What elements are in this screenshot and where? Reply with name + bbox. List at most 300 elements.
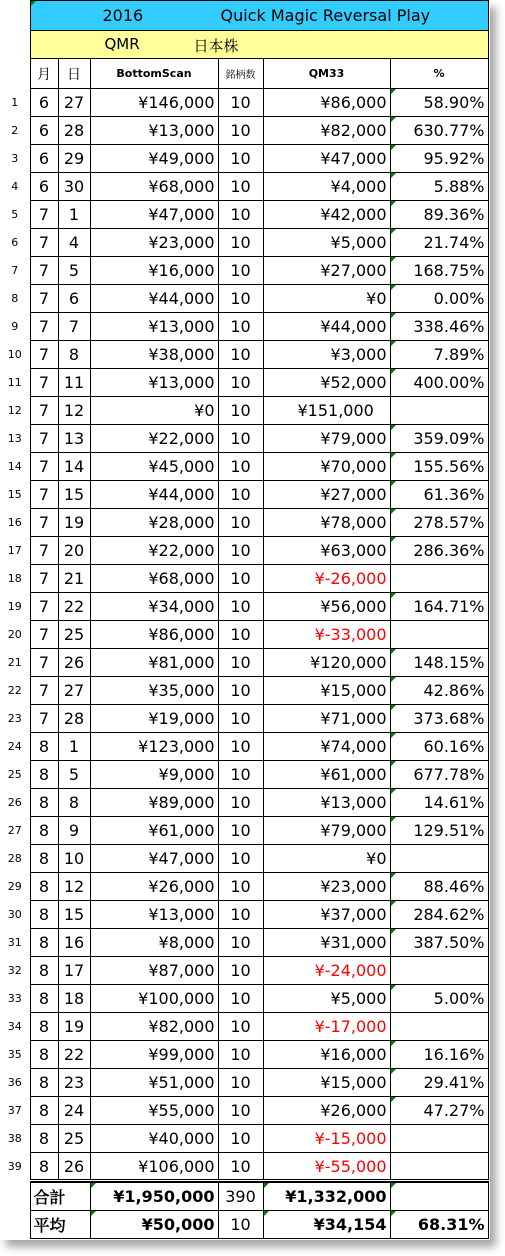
qm33-cell[interactable]: ¥4,000 bbox=[263, 173, 390, 201]
bottomscan-cell[interactable]: ¥13,000 bbox=[90, 901, 218, 929]
bottomscan-cell[interactable]: ¥44,000 bbox=[90, 285, 218, 313]
percent-cell[interactable]: 284.62% bbox=[390, 901, 488, 929]
row-number: 38 bbox=[0, 1125, 30, 1153]
qm33-cell[interactable]: ¥26,000 bbox=[263, 1097, 390, 1125]
table-row bbox=[0, 117, 488, 145]
avg-bottomscan[interactable]: ¥50,000 bbox=[90, 1211, 218, 1239]
day-cell[interactable]: 22 bbox=[58, 593, 90, 621]
qm33-cell[interactable]: ¥27,000 bbox=[263, 481, 390, 509]
count-cell[interactable]: 10 bbox=[218, 761, 263, 789]
qm33-cell[interactable]: ¥16,000 bbox=[263, 1041, 390, 1069]
day-cell[interactable]: 24 bbox=[58, 1097, 90, 1125]
day-cell[interactable]: 19 bbox=[58, 509, 90, 537]
percent-cell[interactable]: 88.46% bbox=[390, 873, 488, 901]
percent-cell[interactable] bbox=[390, 845, 488, 873]
count-cell[interactable]: 10 bbox=[218, 1013, 263, 1041]
month-cell[interactable]: 7 bbox=[30, 621, 58, 649]
qm33-cell[interactable]: ¥27,000 bbox=[263, 257, 390, 285]
day-cell[interactable]: 1 bbox=[58, 733, 90, 761]
day-cell[interactable]: 18 bbox=[58, 985, 90, 1013]
percent-cell[interactable] bbox=[390, 397, 488, 425]
col-header-day[interactable]: 日 bbox=[58, 59, 90, 89]
count-cell[interactable]: 10 bbox=[218, 397, 263, 425]
count-cell[interactable]: 10 bbox=[218, 929, 263, 957]
row-number: 11 bbox=[0, 369, 30, 397]
count-cell[interactable]: 10 bbox=[218, 1125, 263, 1153]
table-row bbox=[0, 901, 488, 929]
qm33-cell[interactable]: ¥-26,000 bbox=[263, 565, 390, 593]
qm33-cell[interactable]: ¥44,000 bbox=[263, 313, 390, 341]
percent-cell[interactable]: 16.16% bbox=[390, 1041, 488, 1069]
bottomscan-cell[interactable]: ¥100,000 bbox=[90, 985, 218, 1013]
bottomscan-cell[interactable]: ¥81,000 bbox=[90, 649, 218, 677]
row-number: 2 bbox=[0, 117, 30, 145]
count-cell[interactable]: 10 bbox=[218, 789, 263, 817]
percent-cell[interactable]: 359.09% bbox=[390, 425, 488, 453]
count-cell[interactable]: 10 bbox=[218, 89, 263, 117]
count-cell[interactable]: 10 bbox=[218, 733, 263, 761]
qm33-cell[interactable]: ¥13,000 bbox=[263, 789, 390, 817]
day-cell[interactable]: 25 bbox=[58, 621, 90, 649]
day-cell[interactable]: 6 bbox=[58, 285, 90, 313]
bottomscan-cell[interactable]: ¥28,000 bbox=[90, 509, 218, 537]
day-cell[interactable]: 23 bbox=[58, 1069, 90, 1097]
month-cell[interactable]: 6 bbox=[30, 145, 58, 173]
col-header-month[interactable]: 月 bbox=[30, 59, 58, 89]
month-cell[interactable]: 7 bbox=[30, 649, 58, 677]
count-cell[interactable]: 10 bbox=[218, 257, 263, 285]
row-number: 3 bbox=[0, 145, 30, 173]
table-row bbox=[0, 425, 488, 453]
qm33-cell[interactable]: ¥-55,000 bbox=[263, 1153, 390, 1181]
count-cell[interactable]: 10 bbox=[218, 1069, 263, 1097]
month-cell[interactable]: 8 bbox=[30, 1153, 58, 1181]
month-cell[interactable]: 6 bbox=[30, 117, 58, 145]
month-cell[interactable]: 7 bbox=[30, 453, 58, 481]
sum-percent[interactable] bbox=[390, 1183, 488, 1211]
row-number: 8 bbox=[0, 285, 30, 313]
table-row bbox=[0, 565, 488, 593]
bottomscan-cell[interactable]: ¥49,000 bbox=[90, 145, 218, 173]
month-cell[interactable]: 8 bbox=[30, 1013, 58, 1041]
day-cell[interactable]: 12 bbox=[58, 873, 90, 901]
percent-cell[interactable]: 129.51% bbox=[390, 817, 488, 845]
row-number: 6 bbox=[0, 229, 30, 257]
percent-cell[interactable] bbox=[390, 565, 488, 593]
qm33-cell[interactable]: ¥52,000 bbox=[263, 369, 390, 397]
percent-cell[interactable]: 164.71% bbox=[390, 593, 488, 621]
qm33-cell[interactable]: ¥31,000 bbox=[263, 929, 390, 957]
day-cell[interactable]: 8 bbox=[58, 789, 90, 817]
month-cell[interactable]: 7 bbox=[30, 677, 58, 705]
qm33-cell[interactable]: ¥70,000 bbox=[263, 453, 390, 481]
qm33-cell[interactable]: ¥79,000 bbox=[263, 817, 390, 845]
month-cell[interactable]: 7 bbox=[30, 257, 58, 285]
percent-cell[interactable]: 29.41% bbox=[390, 1069, 488, 1097]
row-number: 31 bbox=[0, 929, 30, 957]
day-cell[interactable]: 14 bbox=[58, 453, 90, 481]
percent-cell[interactable]: 148.15% bbox=[390, 649, 488, 677]
count-cell[interactable]: 10 bbox=[218, 705, 263, 733]
percent-cell[interactable]: 373.68% bbox=[390, 705, 488, 733]
table-row bbox=[0, 1125, 488, 1153]
day-cell[interactable]: 12 bbox=[58, 397, 90, 425]
bottomscan-cell[interactable]: ¥99,000 bbox=[90, 1041, 218, 1069]
subtitle-qmr: QMR bbox=[104, 35, 140, 53]
average-row bbox=[0, 1211, 488, 1239]
month-cell[interactable]: 8 bbox=[30, 1041, 58, 1069]
day-cell[interactable]: 9 bbox=[58, 817, 90, 845]
count-cell[interactable]: 10 bbox=[218, 117, 263, 145]
bottomscan-cell[interactable]: ¥8,000 bbox=[90, 929, 218, 957]
count-cell[interactable]: 10 bbox=[218, 677, 263, 705]
day-cell[interactable]: 7 bbox=[58, 313, 90, 341]
qm33-cell[interactable]: ¥71,000 bbox=[263, 705, 390, 733]
row-number: 10 bbox=[0, 341, 30, 369]
percent-cell[interactable]: 338.46% bbox=[390, 313, 488, 341]
month-cell[interactable]: 7 bbox=[30, 397, 58, 425]
bottomscan-cell[interactable]: ¥123,000 bbox=[90, 733, 218, 761]
percent-cell[interactable]: 5.88% bbox=[390, 173, 488, 201]
count-cell[interactable]: 10 bbox=[218, 873, 263, 901]
month-cell[interactable]: 6 bbox=[30, 89, 58, 117]
month-cell[interactable]: 8 bbox=[30, 1097, 58, 1125]
qm33-cell[interactable]: ¥78,000 bbox=[263, 509, 390, 537]
count-cell[interactable]: 10 bbox=[218, 537, 263, 565]
bottomscan-cell[interactable]: ¥38,000 bbox=[90, 341, 218, 369]
month-cell[interactable]: 8 bbox=[30, 929, 58, 957]
month-cell[interactable]: 7 bbox=[30, 229, 58, 257]
table-row bbox=[0, 313, 488, 341]
qm33-cell[interactable]: ¥5,000 bbox=[263, 985, 390, 1013]
bottomscan-cell[interactable]: ¥26,000 bbox=[90, 873, 218, 901]
day-cell[interactable]: 8 bbox=[58, 341, 90, 369]
row-number: 28 bbox=[0, 845, 30, 873]
qm33-cell[interactable]: ¥15,000 bbox=[263, 1069, 390, 1097]
day-cell[interactable]: 17 bbox=[58, 957, 90, 985]
month-cell[interactable]: 7 bbox=[30, 285, 58, 313]
row-number: 18 bbox=[0, 565, 30, 593]
table-row bbox=[0, 285, 488, 313]
table-row bbox=[0, 481, 488, 509]
percent-cell[interactable]: 60.16% bbox=[390, 733, 488, 761]
sum-bottomscan[interactable]: ¥1,950,000 bbox=[90, 1183, 218, 1211]
count-cell[interactable]: 10 bbox=[218, 817, 263, 845]
day-cell[interactable]: 27 bbox=[58, 677, 90, 705]
percent-cell[interactable] bbox=[390, 1013, 488, 1041]
day-cell[interactable]: 10 bbox=[58, 845, 90, 873]
bottomscan-cell[interactable]: ¥47,000 bbox=[90, 845, 218, 873]
day-cell[interactable]: 19 bbox=[58, 1013, 90, 1041]
col-header-qm33[interactable]: QM33 bbox=[263, 59, 390, 89]
qm33-cell[interactable]: ¥-17,000 bbox=[263, 1013, 390, 1041]
row-number: 23 bbox=[0, 705, 30, 733]
qm33-cell[interactable]: ¥0 bbox=[263, 285, 390, 313]
bottomscan-cell[interactable]: ¥34,000 bbox=[90, 593, 218, 621]
percent-cell[interactable]: 47.27% bbox=[390, 1097, 488, 1125]
qm33-cell[interactable]: ¥0 bbox=[263, 845, 390, 873]
month-cell[interactable]: 8 bbox=[30, 789, 58, 817]
avg-percent[interactable]: 68.31% bbox=[390, 1211, 488, 1239]
bottomscan-cell[interactable]: ¥13,000 bbox=[90, 117, 218, 145]
bottomscan-cell[interactable]: ¥51,000 bbox=[90, 1069, 218, 1097]
day-cell[interactable]: 11 bbox=[58, 369, 90, 397]
table-row bbox=[0, 677, 488, 705]
month-cell[interactable]: 7 bbox=[30, 537, 58, 565]
percent-cell[interactable] bbox=[390, 1153, 488, 1181]
row-number: 25 bbox=[0, 761, 30, 789]
percent-cell[interactable]: 7.89% bbox=[390, 341, 488, 369]
bottomscan-cell[interactable]: ¥89,000 bbox=[90, 789, 218, 817]
bottomscan-cell[interactable]: ¥55,000 bbox=[90, 1097, 218, 1125]
day-cell[interactable]: 26 bbox=[58, 649, 90, 677]
qm33-cell[interactable]: ¥151,000 bbox=[263, 397, 390, 425]
subtitle-cell[interactable] bbox=[30, 31, 488, 59]
bottomscan-cell[interactable]: ¥40,000 bbox=[90, 1125, 218, 1153]
avg-label[interactable]: 平均 bbox=[30, 1211, 90, 1239]
percent-cell[interactable]: 400.00% bbox=[390, 369, 488, 397]
count-cell[interactable]: 10 bbox=[218, 593, 263, 621]
percent-cell[interactable]: 677.78% bbox=[390, 761, 488, 789]
month-cell[interactable]: 7 bbox=[30, 705, 58, 733]
bottomscan-cell[interactable]: ¥106,000 bbox=[90, 1153, 218, 1181]
table-row bbox=[0, 537, 488, 565]
count-cell[interactable]: 10 bbox=[218, 1041, 263, 1069]
month-cell[interactable]: 8 bbox=[30, 845, 58, 873]
bottomscan-cell[interactable]: ¥47,000 bbox=[90, 201, 218, 229]
day-cell[interactable]: 16 bbox=[58, 929, 90, 957]
day-cell[interactable]: 27 bbox=[58, 89, 90, 117]
table-row bbox=[0, 957, 488, 985]
row-number: 12 bbox=[0, 397, 30, 425]
subtitle-market: 日本株 bbox=[193, 37, 239, 55]
count-cell[interactable]: 10 bbox=[218, 145, 263, 173]
count-cell[interactable]: 10 bbox=[218, 565, 263, 593]
month-cell[interactable]: 8 bbox=[30, 1125, 58, 1153]
table-row bbox=[0, 985, 488, 1013]
bottomscan-cell[interactable]: ¥22,000 bbox=[90, 425, 218, 453]
qm33-cell[interactable]: ¥3,000 bbox=[263, 341, 390, 369]
table-row bbox=[0, 201, 488, 229]
count-cell[interactable]: 10 bbox=[218, 285, 263, 313]
bottomscan-cell[interactable]: ¥0 bbox=[90, 397, 218, 425]
row-number: 35 bbox=[0, 1041, 30, 1069]
day-cell[interactable]: 30 bbox=[58, 173, 90, 201]
bottomscan-cell[interactable]: ¥68,000 bbox=[90, 565, 218, 593]
qm33-cell[interactable]: ¥37,000 bbox=[263, 901, 390, 929]
month-cell[interactable]: 8 bbox=[30, 1069, 58, 1097]
bottomscan-cell[interactable]: ¥82,000 bbox=[90, 1013, 218, 1041]
col-header-bottomscan[interactable]: BottomScan bbox=[90, 59, 218, 89]
month-cell[interactable]: 8 bbox=[30, 985, 58, 1013]
count-cell[interactable]: 10 bbox=[218, 341, 263, 369]
qm33-cell[interactable]: ¥-33,000 bbox=[263, 621, 390, 649]
percent-cell[interactable]: 61.36% bbox=[390, 481, 488, 509]
bottomscan-cell[interactable]: ¥13,000 bbox=[90, 313, 218, 341]
qm33-cell[interactable]: ¥63,000 bbox=[263, 537, 390, 565]
row-number: 1 bbox=[0, 89, 30, 117]
day-cell[interactable]: 13 bbox=[58, 425, 90, 453]
month-cell[interactable]: 7 bbox=[30, 369, 58, 397]
bottomscan-cell[interactable]: ¥35,000 bbox=[90, 677, 218, 705]
count-cell[interactable]: 10 bbox=[218, 957, 263, 985]
row-number: 16 bbox=[0, 509, 30, 537]
day-cell[interactable]: 15 bbox=[58, 901, 90, 929]
qm33-cell[interactable]: ¥-24,000 bbox=[263, 957, 390, 985]
count-cell[interactable]: 10 bbox=[218, 425, 263, 453]
sum-count[interactable]: 390 bbox=[218, 1183, 263, 1211]
month-cell[interactable]: 8 bbox=[30, 873, 58, 901]
count-cell[interactable]: 10 bbox=[218, 229, 263, 257]
avg-count[interactable]: 10 bbox=[218, 1211, 263, 1239]
month-cell[interactable]: 7 bbox=[30, 565, 58, 593]
percent-cell[interactable]: 155.56% bbox=[390, 453, 488, 481]
percent-cell[interactable]: 14.61% bbox=[390, 789, 488, 817]
bottomscan-cell[interactable]: ¥19,000 bbox=[90, 705, 218, 733]
bottomscan-cell[interactable]: ¥9,000 bbox=[90, 761, 218, 789]
count-cell[interactable]: 10 bbox=[218, 621, 263, 649]
qm33-cell[interactable]: ¥23,000 bbox=[263, 873, 390, 901]
count-cell[interactable]: 10 bbox=[218, 369, 263, 397]
qm33-cell[interactable]: ¥5,000 bbox=[263, 229, 390, 257]
avg-qm33[interactable]: ¥34,154 bbox=[263, 1211, 390, 1239]
bottomscan-cell[interactable]: ¥22,000 bbox=[90, 537, 218, 565]
day-cell[interactable]: 15 bbox=[58, 481, 90, 509]
percent-cell[interactable]: 42.86% bbox=[390, 677, 488, 705]
day-cell[interactable]: 5 bbox=[58, 761, 90, 789]
month-cell[interactable]: 7 bbox=[30, 313, 58, 341]
table-row bbox=[0, 369, 488, 397]
bottomscan-cell[interactable]: ¥68,000 bbox=[90, 173, 218, 201]
qm33-cell[interactable]: ¥42,000 bbox=[263, 201, 390, 229]
qm33-cell[interactable]: ¥120,000 bbox=[263, 649, 390, 677]
row-number-blank bbox=[0, 1211, 30, 1239]
percent-cell[interactable]: 95.92% bbox=[390, 145, 488, 173]
percent-cell[interactable]: 5.00% bbox=[390, 985, 488, 1013]
month-cell[interactable]: 7 bbox=[30, 509, 58, 537]
month-cell[interactable]: 8 bbox=[30, 957, 58, 985]
qm33-cell[interactable]: ¥15,000 bbox=[263, 677, 390, 705]
row-number: 5 bbox=[0, 201, 30, 229]
count-cell[interactable]: 10 bbox=[218, 453, 263, 481]
month-cell[interactable]: 7 bbox=[30, 593, 58, 621]
row-number: 15 bbox=[0, 481, 30, 509]
percent-cell[interactable]: 58.90% bbox=[390, 89, 488, 117]
count-cell[interactable]: 10 bbox=[218, 1153, 263, 1181]
count-cell[interactable]: 10 bbox=[218, 901, 263, 929]
bottomscan-cell[interactable]: ¥61,000 bbox=[90, 817, 218, 845]
sum-row bbox=[0, 1183, 488, 1211]
qm33-cell[interactable]: ¥56,000 bbox=[263, 593, 390, 621]
table-row bbox=[0, 929, 488, 957]
count-cell[interactable]: 10 bbox=[218, 1097, 263, 1125]
percent-cell[interactable] bbox=[390, 621, 488, 649]
qm33-cell[interactable]: ¥79,000 bbox=[263, 425, 390, 453]
bottomscan-cell[interactable]: ¥87,000 bbox=[90, 957, 218, 985]
count-cell[interactable]: 10 bbox=[218, 313, 263, 341]
percent-cell[interactable]: 168.75% bbox=[390, 257, 488, 285]
qm33-cell[interactable]: ¥86,000 bbox=[263, 89, 390, 117]
percent-cell[interactable]: 21.74% bbox=[390, 229, 488, 257]
day-cell[interactable]: 22 bbox=[58, 1041, 90, 1069]
qm33-cell[interactable]: ¥-15,000 bbox=[263, 1125, 390, 1153]
table-row bbox=[0, 453, 488, 481]
sum-qm33[interactable]: ¥1,332,000 bbox=[263, 1183, 390, 1211]
percent-cell[interactable]: 286.36% bbox=[390, 537, 488, 565]
day-cell[interactable]: 28 bbox=[58, 117, 90, 145]
count-cell[interactable]: 10 bbox=[218, 173, 263, 201]
qm33-cell[interactable]: ¥74,000 bbox=[263, 733, 390, 761]
col-header-count[interactable]: 銘柄数 bbox=[218, 59, 263, 89]
title-cell[interactable] bbox=[30, 1, 488, 31]
month-cell[interactable]: 8 bbox=[30, 761, 58, 789]
bottomscan-cell[interactable]: ¥23,000 bbox=[90, 229, 218, 257]
qm33-cell[interactable]: ¥82,000 bbox=[263, 117, 390, 145]
percent-cell[interactable] bbox=[390, 1125, 488, 1153]
day-cell[interactable]: 21 bbox=[58, 565, 90, 593]
month-cell[interactable]: 8 bbox=[30, 901, 58, 929]
row-number: 14 bbox=[0, 453, 30, 481]
month-cell[interactable]: 6 bbox=[30, 173, 58, 201]
day-cell[interactable]: 25 bbox=[58, 1125, 90, 1153]
day-cell[interactable]: 1 bbox=[58, 201, 90, 229]
bottomscan-cell[interactable]: ¥45,000 bbox=[90, 453, 218, 481]
day-cell[interactable]: 4 bbox=[58, 229, 90, 257]
qm33-cell[interactable]: ¥47,000 bbox=[263, 145, 390, 173]
table-row bbox=[0, 1041, 488, 1069]
day-cell[interactable]: 5 bbox=[58, 257, 90, 285]
count-cell[interactable]: 10 bbox=[218, 509, 263, 537]
col-header-percent[interactable]: % bbox=[390, 59, 488, 89]
count-cell[interactable]: 10 bbox=[218, 481, 263, 509]
row-number: 7 bbox=[0, 257, 30, 285]
row-number: 9 bbox=[0, 313, 30, 341]
day-cell[interactable]: 29 bbox=[58, 145, 90, 173]
month-cell[interactable]: 7 bbox=[30, 341, 58, 369]
percent-cell[interactable]: 387.50% bbox=[390, 929, 488, 957]
percent-cell[interactable]: 278.57% bbox=[390, 509, 488, 537]
month-cell[interactable]: 8 bbox=[30, 817, 58, 845]
percent-cell[interactable] bbox=[390, 957, 488, 985]
count-cell[interactable]: 10 bbox=[218, 985, 263, 1013]
qm33-cell[interactable]: ¥61,000 bbox=[263, 761, 390, 789]
row-number: 20 bbox=[0, 621, 30, 649]
day-cell[interactable]: 28 bbox=[58, 705, 90, 733]
bottomscan-cell[interactable]: ¥13,000 bbox=[90, 369, 218, 397]
month-cell[interactable]: 7 bbox=[30, 425, 58, 453]
count-cell[interactable]: 10 bbox=[218, 649, 263, 677]
day-cell[interactable]: 20 bbox=[58, 537, 90, 565]
bottomscan-cell[interactable]: ¥44,000 bbox=[90, 481, 218, 509]
bottomscan-cell[interactable]: ¥16,000 bbox=[90, 257, 218, 285]
percent-cell[interactable]: 0.00% bbox=[390, 285, 488, 313]
month-cell[interactable]: 7 bbox=[30, 201, 58, 229]
bottomscan-cell[interactable]: ¥86,000 bbox=[90, 621, 218, 649]
row-number: 19 bbox=[0, 593, 30, 621]
month-cell[interactable]: 7 bbox=[30, 481, 58, 509]
percent-cell[interactable]: 630.77% bbox=[390, 117, 488, 145]
row-number: 22 bbox=[0, 677, 30, 705]
table-row bbox=[0, 817, 488, 845]
percent-cell[interactable]: 89.36% bbox=[390, 201, 488, 229]
sum-label[interactable]: 合計 bbox=[30, 1183, 90, 1211]
row-number: 4 bbox=[0, 173, 30, 201]
count-cell[interactable]: 10 bbox=[218, 845, 263, 873]
count-cell[interactable]: 10 bbox=[218, 201, 263, 229]
day-cell[interactable]: 26 bbox=[58, 1153, 90, 1181]
month-cell[interactable]: 8 bbox=[30, 733, 58, 761]
bottomscan-cell[interactable]: ¥146,000 bbox=[90, 89, 218, 117]
